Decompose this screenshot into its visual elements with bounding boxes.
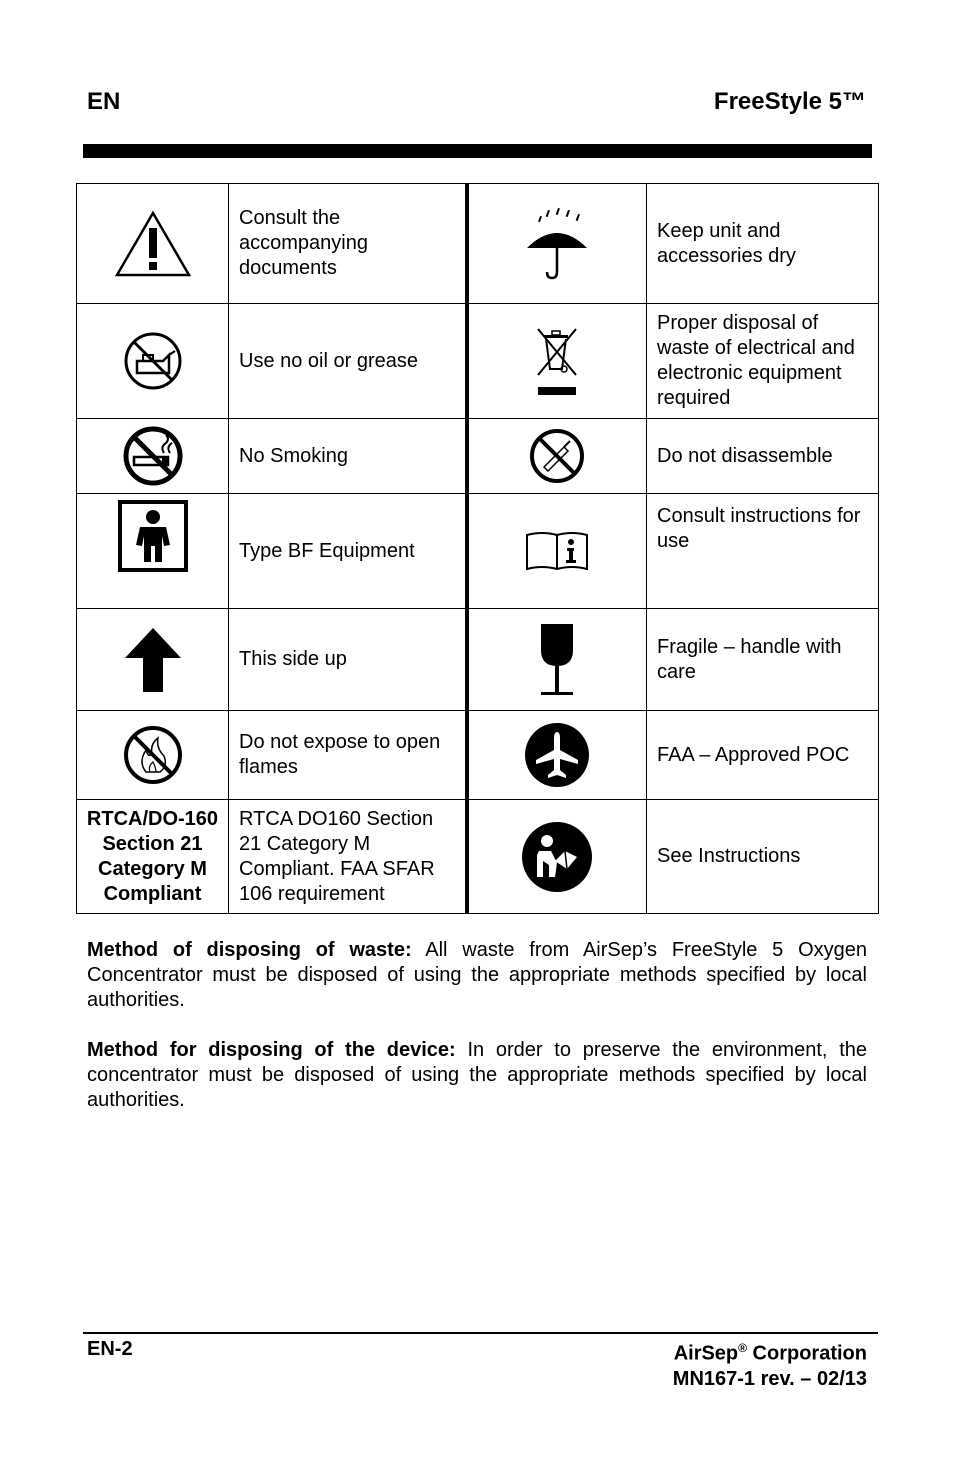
symbol-text: Do not disassemble — [647, 419, 879, 494]
symbol-text: RTCA DO160 Section 21 Category M Compliant. FAA SFAR 106 requirement — [229, 800, 467, 914]
arrow-up-icon — [123, 626, 183, 694]
warning-triangle-icon — [115, 210, 191, 278]
symbol-text: Proper disposal of waste of electrical and electronic equipment required — [647, 304, 879, 419]
header-product: FreeStyle 5™ — [713, 88, 866, 115]
no-disassemble-icon-cell — [467, 419, 647, 494]
no-smoking-icon — [122, 425, 184, 487]
warning-icon-cell — [77, 184, 229, 304]
symbol-text: Do not expose to open flames — [229, 711, 467, 800]
see-instructions-icon-cell — [467, 800, 647, 914]
no-flames-icon-cell — [77, 711, 229, 800]
waste-heading: Method of disposing of waste: — [87, 939, 412, 961]
type-bf-person-icon — [118, 500, 188, 572]
no-oil-icon — [123, 331, 183, 391]
device-disposal-paragraph — [87, 1038, 867, 1113]
faa-icon-cell — [467, 711, 647, 800]
symbol-text: Use no oil or grease — [229, 304, 467, 419]
table-row — [77, 494, 879, 609]
header-language: EN — [87, 88, 121, 115]
symbol-text: See Instructions — [647, 800, 879, 914]
symbol-text: No Smoking — [229, 419, 467, 494]
waste-disposal-paragraph — [87, 938, 867, 1013]
fragile-glass-icon — [537, 622, 577, 698]
footer-revision: MN167-1 rev. – 02/13 — [672, 1367, 867, 1390]
info-book-icon — [524, 529, 590, 573]
symbol-text: Consult instructions for use — [647, 494, 879, 609]
table-row — [77, 184, 879, 304]
table-row — [77, 711, 879, 800]
symbol-text: Fragile – handle with care — [647, 609, 879, 711]
device-heading: Method for disposing of the device: — [87, 1039, 456, 1061]
ifu-icon-cell — [467, 494, 647, 609]
umbrella-icon-cell — [467, 184, 647, 304]
registered-mark: ® — [738, 1341, 747, 1355]
symbol-text: FAA – Approved POC — [647, 711, 879, 800]
header-rule — [83, 144, 872, 158]
footer-rule — [83, 1332, 878, 1334]
waste-body: All waste from AirSep’s FreeStyle 5 Oxygen Concentrator must be disposed of using the appropriate methods specified by local authorities. — [87, 939, 867, 1011]
symbols-table — [76, 183, 879, 914]
table-row — [77, 304, 879, 419]
table-row — [77, 800, 879, 914]
symbol-text: This side up — [229, 609, 467, 711]
symbol-text: Keep unit and accessories dry — [647, 184, 879, 304]
fragile-icon-cell — [467, 609, 647, 711]
no-oil-icon-cell — [77, 304, 229, 419]
symbol-text: Type BF Equipment — [229, 494, 467, 609]
airplane-icon — [524, 722, 590, 788]
no-disassemble-icon — [528, 427, 586, 485]
footer-company: AirSep® Corporation — [673, 1341, 867, 1365]
umbrella-icon — [525, 208, 589, 280]
no-smoking-icon-cell — [77, 419, 229, 494]
no-flame-icon — [122, 724, 184, 786]
reading-person-icon — [521, 821, 593, 893]
rtca-label: RTCA/DO-160 Section 21 Category M Compliant — [77, 800, 229, 914]
footer-company-block — [673, 1336, 867, 1392]
table-row — [77, 609, 879, 711]
device-body: In order to preserve the environment, the concentrator must be disposed of using the appropriate methods specified by local authorities. — [87, 1039, 867, 1111]
type-bf-icon-cell — [77, 494, 229, 609]
weee-icon-cell — [467, 304, 647, 419]
symbol-text: Consult the accompanying documents — [229, 184, 467, 304]
footer-page-number: EN-2 — [87, 1338, 133, 1360]
table-row — [77, 419, 879, 494]
side-up-icon-cell — [77, 609, 229, 711]
crossed-bin-icon — [532, 325, 582, 397]
